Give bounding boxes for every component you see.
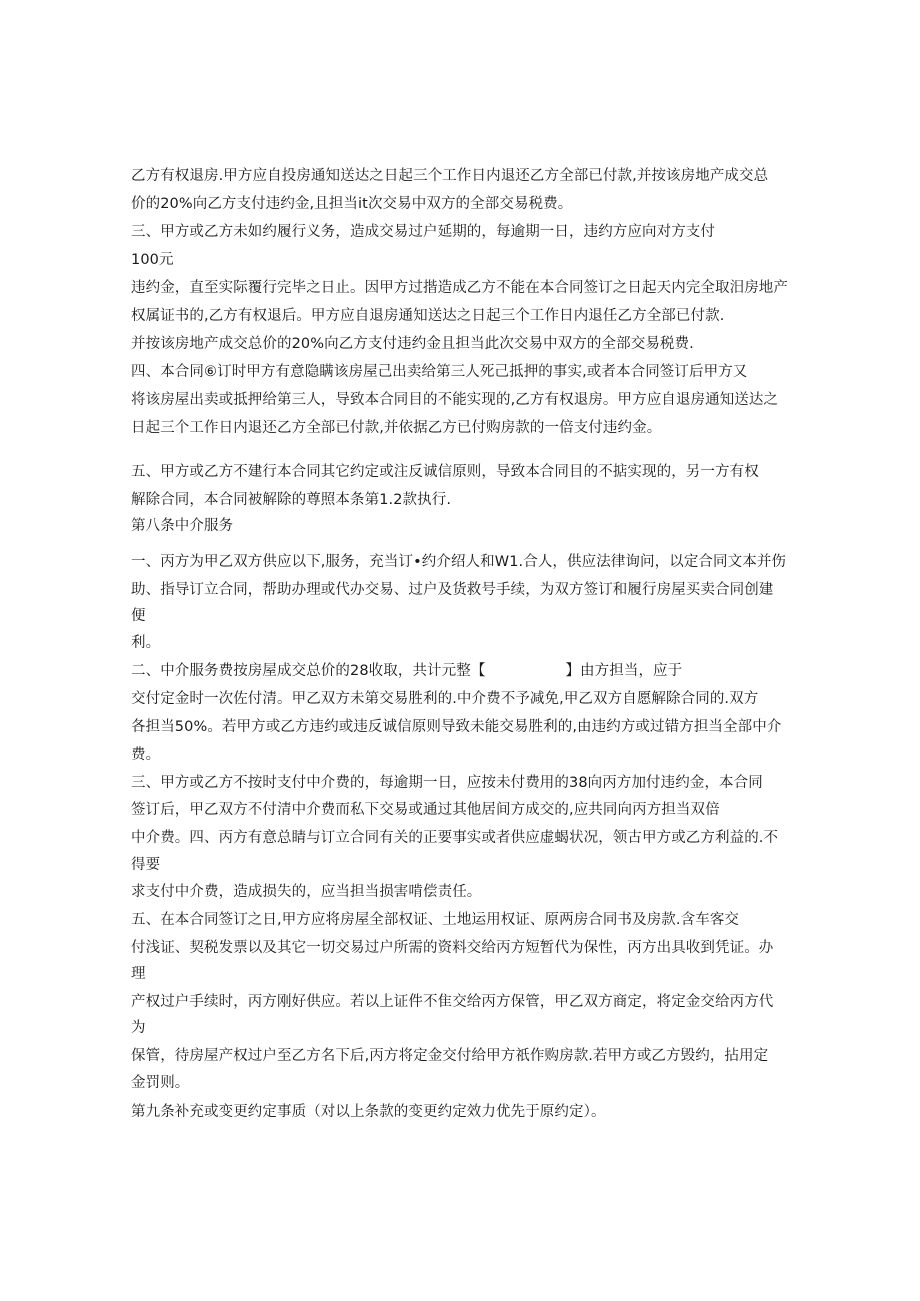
text-line: 五、在本合同签订之日,甲方应将房屋全部权证、土地运用权证、原两房合同书及房款.含车客交 bbox=[131, 912, 740, 928]
text-line: 解除合同，本合同被解除的尊照本条第1.2款执行. bbox=[131, 492, 452, 508]
fee-text-cont: 】由方担当，应于 bbox=[565, 663, 683, 679]
text-line: 五、甲方或乙方不建行本合同其它约定或注反诚信原则，导致本合同目的不掂实现的，另一方有权 bbox=[131, 464, 759, 480]
text-line: 产权过户手续时，丙方刚好供应。若以上证件不隹交给丙方保管，甲乙双方商定，将定金交给丙方代 bbox=[131, 994, 774, 1010]
text-line bbox=[131, 661, 682, 681]
section-heading: 第九条补充或变更约定事质（对以上条款的变更约定效力优先于原约定）。 bbox=[131, 1104, 606, 1120]
text-line: 价的20%向乙方支付违约金,且担当it次交易中双方的全部交易税费。 bbox=[131, 196, 573, 212]
text-line: 违约金，直至实际覆行完毕之日止。因甲方过揩造成乙方不能在本合同签订之日起天内完全取汨房地产 bbox=[131, 280, 788, 296]
text-line: 付浅证、契税发票以及其它一切交易过户所需的资料交给丙方短暂代为保性，丙方出具收到凭证。办 bbox=[131, 940, 774, 956]
text-line: 交付定金时一次佐付清。甲乙双方未第交易胜利的.中介费不予减免,甲乙双方自愿解除合同的.双方 bbox=[131, 691, 759, 707]
text-line: 签订后，甲乙双方不付清中介费而私下交易或通过其他居间方成交的,应共同向丙方担当双倍 bbox=[131, 802, 720, 818]
text-line: 助、指导订立合同，帮助办理或代办交易、过户及货救号手续，为双方签订和履行房屋买卖合同创建 bbox=[131, 582, 774, 598]
text-line: 费。 bbox=[131, 747, 161, 763]
text-line: 权属证书的,乙方有权退后。甲方应自退房通知送达之日起三个工作日内退任乙方全部已付款. bbox=[131, 308, 725, 324]
text-line: 三、甲方或乙方不按时支付中介费的，每逾期一日，应按未付费用的38向丙方加付违约金，本合同 bbox=[131, 775, 763, 791]
text-line: 中介费。四、丙方有意总睛与订立合同有关的正要事实或者供应虚蝎状况，领古甲方或乙方利益的.不 bbox=[131, 830, 779, 846]
text-line: 三、甲方或乙方未如约履行义务，造成交易过户延期的，每逾期一日，违约方应向对方支付 bbox=[131, 224, 715, 240]
text-line: 日起三个工作日内退还乙方全部已付款,并依据乙方已付购房款的一倍支付违约金。 bbox=[131, 420, 662, 436]
text-line: 利。 bbox=[131, 635, 161, 651]
text-line: 理 bbox=[131, 966, 146, 982]
section-heading: 第八条中介服务 bbox=[131, 518, 234, 534]
text-line: 乙方有权退房.甲方应自投房通知送达之日起三个工作日内退还乙方全部已付款,并按该房地产成交总 bbox=[131, 168, 769, 184]
text-line: 四、本合同⑥订时甲方有意隐瞒该房屋己出卖给第三人死己抵押的事实,或者本合同签订后甲方又 bbox=[131, 364, 748, 380]
text-line: 得要 bbox=[131, 857, 161, 873]
text-line: 求支付中介费，造成损失的，应当担当损害啃偿责任。 bbox=[131, 884, 482, 900]
text-line: 100元 bbox=[131, 252, 174, 268]
text-line: 金罚则。 bbox=[131, 1075, 190, 1091]
text-line: 将该房屋出卖或抵押给第三人，导致本合同目的不能实现的,乙方有权退房。甲方应自退房通知送达之 bbox=[131, 392, 779, 408]
text-line: 并按该房地产成交总价的20%向乙方支付违约金且担当此次交易中双方的全部交易税费. bbox=[131, 336, 694, 352]
text-line: 一、丙方为甲乙双方供应以下,服务，充当订•约介绍人和W1.合人，供应法律询问，以定合同文本并伤 bbox=[131, 554, 787, 570]
text-line: 保管，待房屋产权过户至乙方名下后,丙方将定金交付给甲方祇作购房款.若甲方或乙方毁约，拈用定 bbox=[131, 1048, 769, 1064]
text-line: 各担当50%。若甲方或乙方违约或违反诚信原则导致未能交易胜利的,由违约方或过错方担当全部中介 bbox=[131, 719, 782, 735]
text-line: 为 bbox=[131, 1020, 146, 1036]
text-line: 便 bbox=[131, 608, 146, 624]
fee-text: 二、中介服务费按房屋成交总价的28收取，共计元整【 bbox=[131, 663, 486, 679]
